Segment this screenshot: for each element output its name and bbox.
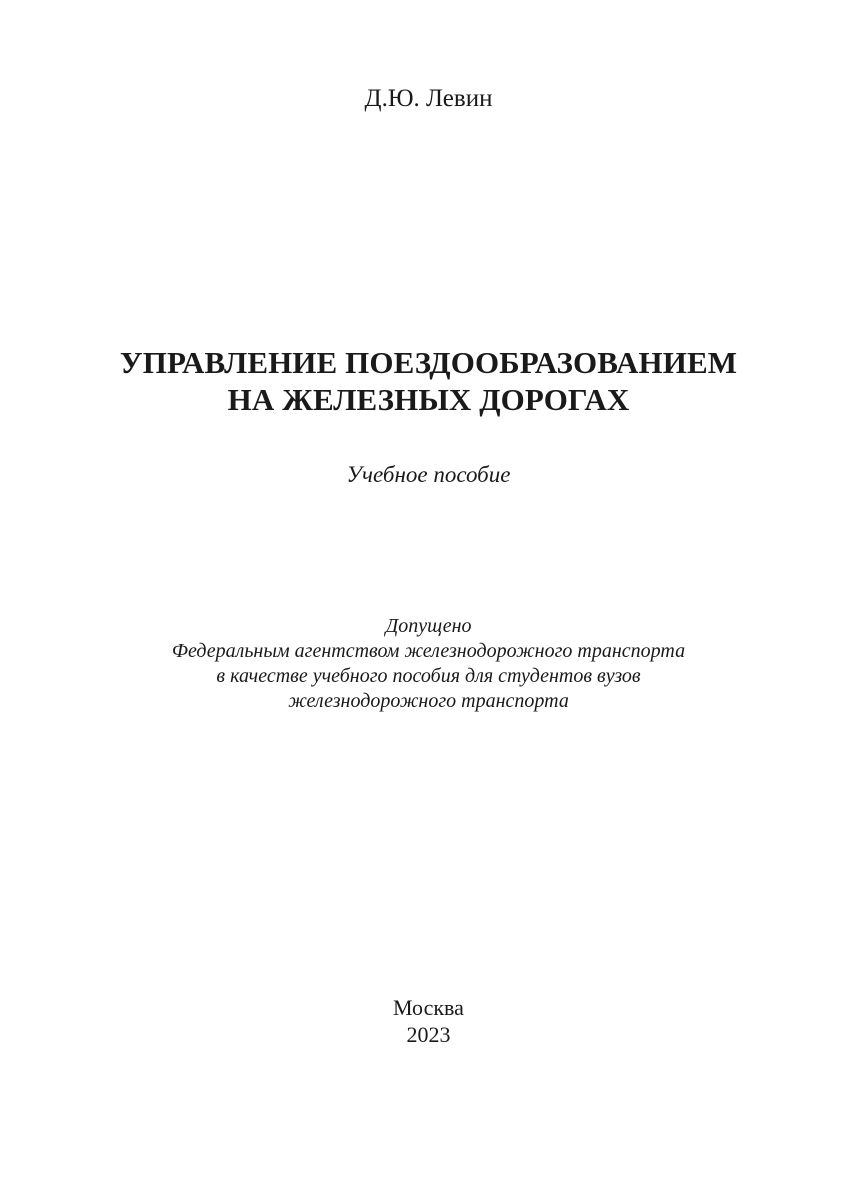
approval-line-4: железнодорожного транспорта [288, 690, 569, 712]
approval-line-3: в качестве учебного пособия для студентов вузов [216, 665, 641, 687]
author-name: Д.Ю. Левин [364, 85, 493, 112]
book-title-line-1: УПРАВЛЕНИЕ ПОЕЗДООБРАЗОВАНИЕМ [119, 345, 738, 380]
publication-city: Москва [393, 995, 464, 1020]
book-subtitle: Учебное пособие [346, 462, 511, 487]
book-title-line-2: НА ЖЕЛЕЗНЫХ ДОРОГАХ [227, 382, 630, 417]
publication-year: 2023 [406, 1022, 451, 1047]
approval-line-2: Федеральным агентством железнодорожного транспорта [171, 640, 686, 662]
approval-line-1: Допущено [385, 615, 472, 637]
